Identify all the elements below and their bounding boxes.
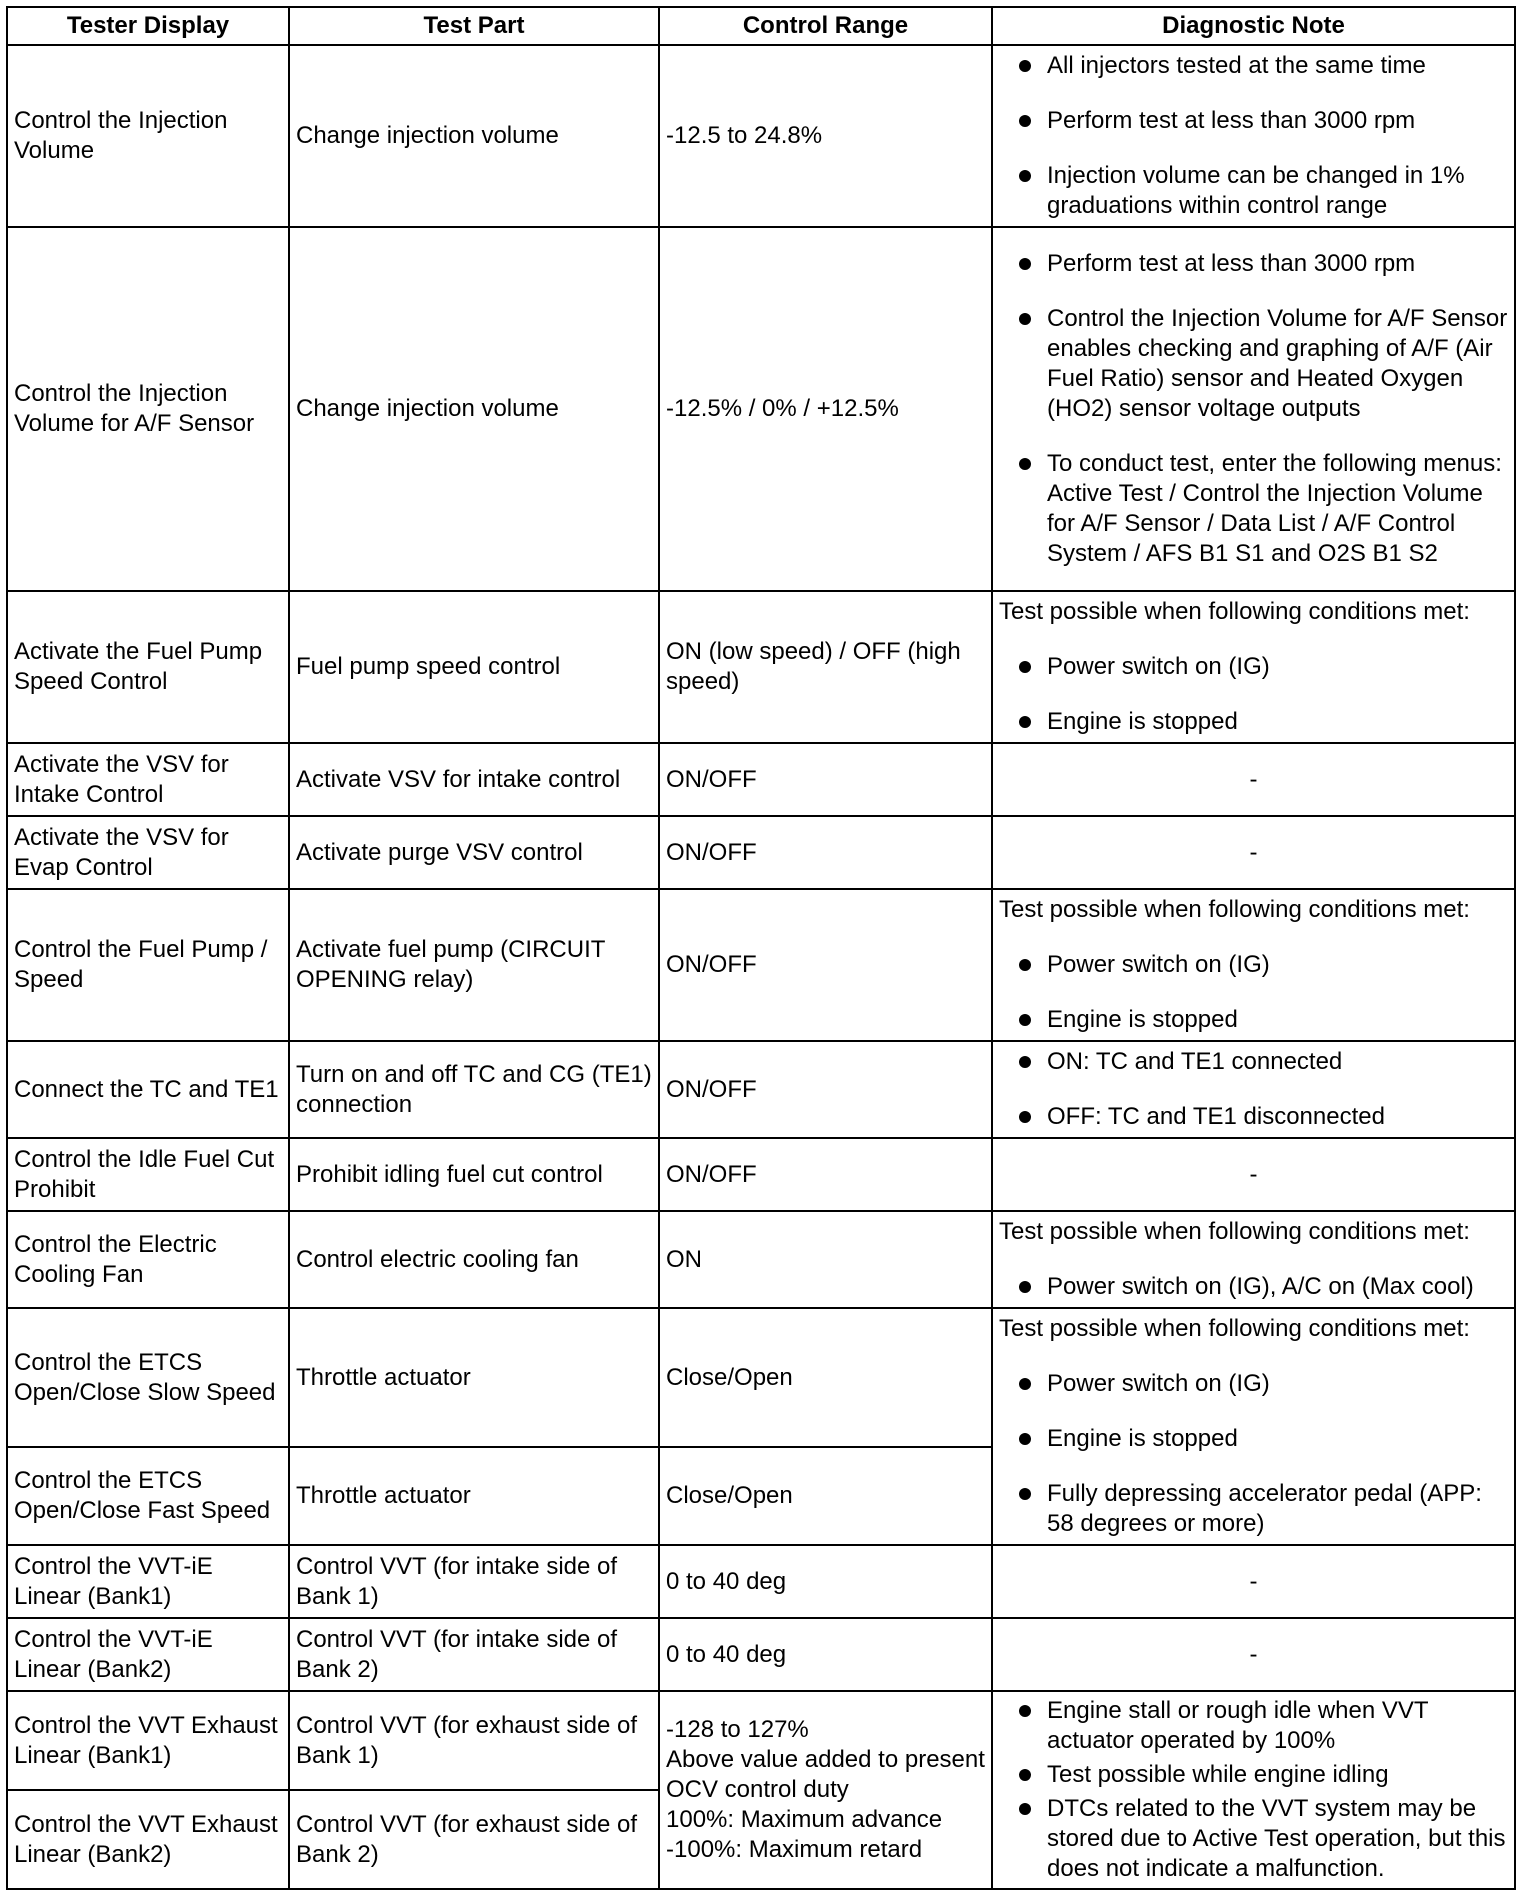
control-range-cell: ON/OFF xyxy=(659,1041,992,1138)
table-row xyxy=(7,591,1515,743)
table-row xyxy=(7,1545,1515,1618)
test-part-cell: Control VVT (for intake side of Bank 1) xyxy=(289,1545,659,1618)
tester-display-cell: Control the Fuel Pump / Speed xyxy=(7,889,289,1041)
note-item: Engine is stopped xyxy=(999,1005,1508,1035)
table-row xyxy=(7,45,1515,227)
tester-display-cell: Activate the Fuel Pump Speed Control xyxy=(7,591,289,743)
table-row xyxy=(7,889,1515,1041)
test-part-cell: Fuel pump speed control xyxy=(289,591,659,743)
control-range-cell: ON/OFF xyxy=(659,816,992,889)
control-range-cell: 0 to 40 deg xyxy=(659,1618,992,1691)
tester-display-cell: Control the ETCS Open/Close Slow Speed xyxy=(7,1308,289,1447)
header-diagnostic-note: Diagnostic Note xyxy=(992,7,1515,45)
note-list xyxy=(999,1369,1508,1539)
table-row xyxy=(7,227,1515,591)
control-range-cell: ON xyxy=(659,1211,992,1308)
note-list xyxy=(999,51,1508,221)
test-part-cell: Change injection volume xyxy=(289,45,659,227)
test-part-cell: Control electric cooling fan xyxy=(289,1211,659,1308)
header-control-range: Control Range xyxy=(659,7,992,45)
diagnostic-note-cell xyxy=(992,1308,1515,1545)
note-item: Fully depressing accelerator pedal (APP: 58 degrees or more) xyxy=(999,1479,1508,1539)
control-range-cell: ON (low speed) / OFF (high speed) xyxy=(659,591,992,743)
test-part-cell: Change injection volume xyxy=(289,227,659,591)
tester-display-cell: Control the VVT Exhaust Linear (Bank2) xyxy=(7,1790,289,1889)
test-part-cell: Activate VSV for intake control xyxy=(289,743,659,816)
note-item: Engine stall or rough idle when VVT actuator operated by 100% xyxy=(999,1696,1508,1756)
note-item: To conduct test, enter the following menus: Active Test / Control the Injection Volume for A/F Sensor / Data List / A/F Control System / AFS B1 S1 and O2S B1 S2 xyxy=(999,449,1508,569)
diagnostic-note-cell: - xyxy=(992,743,1515,816)
note-item: OFF: TC and TE1 disconnected xyxy=(999,1102,1508,1132)
note-item: All injectors tested at the same time xyxy=(999,51,1508,81)
note-lead: Test possible when following conditions met: xyxy=(999,598,1470,625)
table-row xyxy=(7,1618,1515,1691)
control-range-cell: Close/Open xyxy=(659,1447,992,1545)
range-line: -128 to 127% xyxy=(666,1716,809,1743)
header-test-part: Test Part xyxy=(289,7,659,45)
note-list xyxy=(999,950,1508,1035)
diagnostic-note-cell: - xyxy=(992,816,1515,889)
note-item: Engine is stopped xyxy=(999,1424,1508,1454)
control-range-cell: 0 to 40 deg xyxy=(659,1545,992,1618)
range-line: Above value added to present OCV control duty xyxy=(666,1746,985,1803)
test-part-cell: Throttle actuator xyxy=(289,1447,659,1545)
note-list xyxy=(999,652,1508,737)
diagnostic-note-cell: - xyxy=(992,1545,1515,1618)
note-item: Power switch on (IG), A/C on (Max cool) xyxy=(999,1272,1508,1302)
note-item: Engine is stopped xyxy=(999,707,1508,737)
note-item: Control the Injection Volume for A/F Sensor enables checking and graphing of A/F (Air Fuel Ratio) sensor and Heated Oxygen (HO2) sensor voltage outputs xyxy=(999,304,1508,424)
tester-display-cell: Control the Injection Volume xyxy=(7,45,289,227)
note-list xyxy=(999,1272,1508,1302)
control-range-cell: ON/OFF xyxy=(659,889,992,1041)
table-row xyxy=(7,1138,1515,1211)
control-range-cell xyxy=(659,1691,992,1889)
diagnostic-note-cell xyxy=(992,889,1515,1041)
test-part-cell: Throttle actuator xyxy=(289,1308,659,1447)
note-item: ON: TC and TE1 connected xyxy=(999,1047,1508,1077)
note-item: Power switch on (IG) xyxy=(999,1369,1508,1399)
tester-display-cell: Connect the TC and TE1 xyxy=(7,1041,289,1138)
note-item: Power switch on (IG) xyxy=(999,652,1508,682)
table-row xyxy=(7,1308,1515,1447)
table-row xyxy=(7,816,1515,889)
diagnostic-note-cell: - xyxy=(992,1618,1515,1691)
diagnostic-note-cell xyxy=(992,591,1515,743)
diagnostic-note-cell xyxy=(992,1211,1515,1308)
table-row xyxy=(7,743,1515,816)
tester-display-cell: Control the VVT-iE Linear (Bank2) xyxy=(7,1618,289,1691)
tester-display-cell: Control the ETCS Open/Close Fast Speed xyxy=(7,1447,289,1545)
tester-display-cell: Control the VVT Exhaust Linear (Bank1) xyxy=(7,1691,289,1790)
table-row xyxy=(7,1211,1515,1308)
control-range-cell: -12.5% / 0% / +12.5% xyxy=(659,227,992,591)
test-part-cell: Control VVT (for exhaust side of Bank 2) xyxy=(289,1790,659,1889)
control-range-cell: ON/OFF xyxy=(659,743,992,816)
tester-display-cell: Activate the VSV for Evap Control xyxy=(7,816,289,889)
diagnostic-note-cell xyxy=(992,45,1515,227)
tester-display-cell: Control the Idle Fuel Cut Prohibit xyxy=(7,1138,289,1211)
diagnostic-note-cell xyxy=(992,1691,1515,1889)
test-part-cell: Activate purge VSV control xyxy=(289,816,659,889)
note-list xyxy=(999,1047,1508,1132)
tester-display-cell: Control the Electric Cooling Fan xyxy=(7,1211,289,1308)
note-item: Injection volume can be changed in 1% graduations within control range xyxy=(999,161,1508,221)
note-list xyxy=(999,249,1508,569)
header-tester-display: Tester Display xyxy=(7,7,289,45)
table-row xyxy=(7,1041,1515,1138)
diagnostic-note-cell xyxy=(992,227,1515,591)
note-item: Perform test at less than 3000 rpm xyxy=(999,249,1508,279)
active-test-table xyxy=(6,6,1516,1890)
note-lead: Test possible when following conditions met: xyxy=(999,896,1470,923)
header-row xyxy=(7,7,1515,45)
control-range-cell: ON/OFF xyxy=(659,1138,992,1211)
note-lead: Test possible when following conditions met: xyxy=(999,1315,1470,1342)
control-range-cell: -12.5 to 24.8% xyxy=(659,45,992,227)
note-lead: Test possible when following conditions met: xyxy=(999,1218,1470,1245)
tester-display-cell: Activate the VSV for Intake Control xyxy=(7,743,289,816)
test-part-cell: Turn on and off TC and CG (TE1) connection xyxy=(289,1041,659,1138)
table-row xyxy=(7,1691,1515,1790)
diagnostic-note-cell xyxy=(992,1041,1515,1138)
tester-display-cell: Control the VVT-iE Linear (Bank1) xyxy=(7,1545,289,1618)
control-range-cell: Close/Open xyxy=(659,1308,992,1447)
test-part-cell: Prohibit idling fuel cut control xyxy=(289,1138,659,1211)
range-line: -100%: Maximum retard xyxy=(666,1836,923,1863)
note-item: DTCs related to the VVT system may be stored due to Active Test operation, but this does not indicate a malfunction. xyxy=(999,1794,1508,1884)
note-item: Perform test at less than 3000 rpm xyxy=(999,106,1508,136)
test-part-cell: Activate fuel pump (CIRCUIT OPENING relay) xyxy=(289,889,659,1041)
note-list xyxy=(999,1696,1508,1884)
diagnostic-note-cell: - xyxy=(992,1138,1515,1211)
range-line: 100%: Maximum advance xyxy=(666,1806,943,1833)
note-item: Power switch on (IG) xyxy=(999,950,1508,980)
tester-display-cell: Control the Injection Volume for A/F Sensor xyxy=(7,227,289,591)
test-part-cell: Control VVT (for intake side of Bank 2) xyxy=(289,1618,659,1691)
test-part-cell: Control VVT (for exhaust side of Bank 1) xyxy=(289,1691,659,1790)
note-item: Test possible while engine idling xyxy=(999,1760,1508,1790)
